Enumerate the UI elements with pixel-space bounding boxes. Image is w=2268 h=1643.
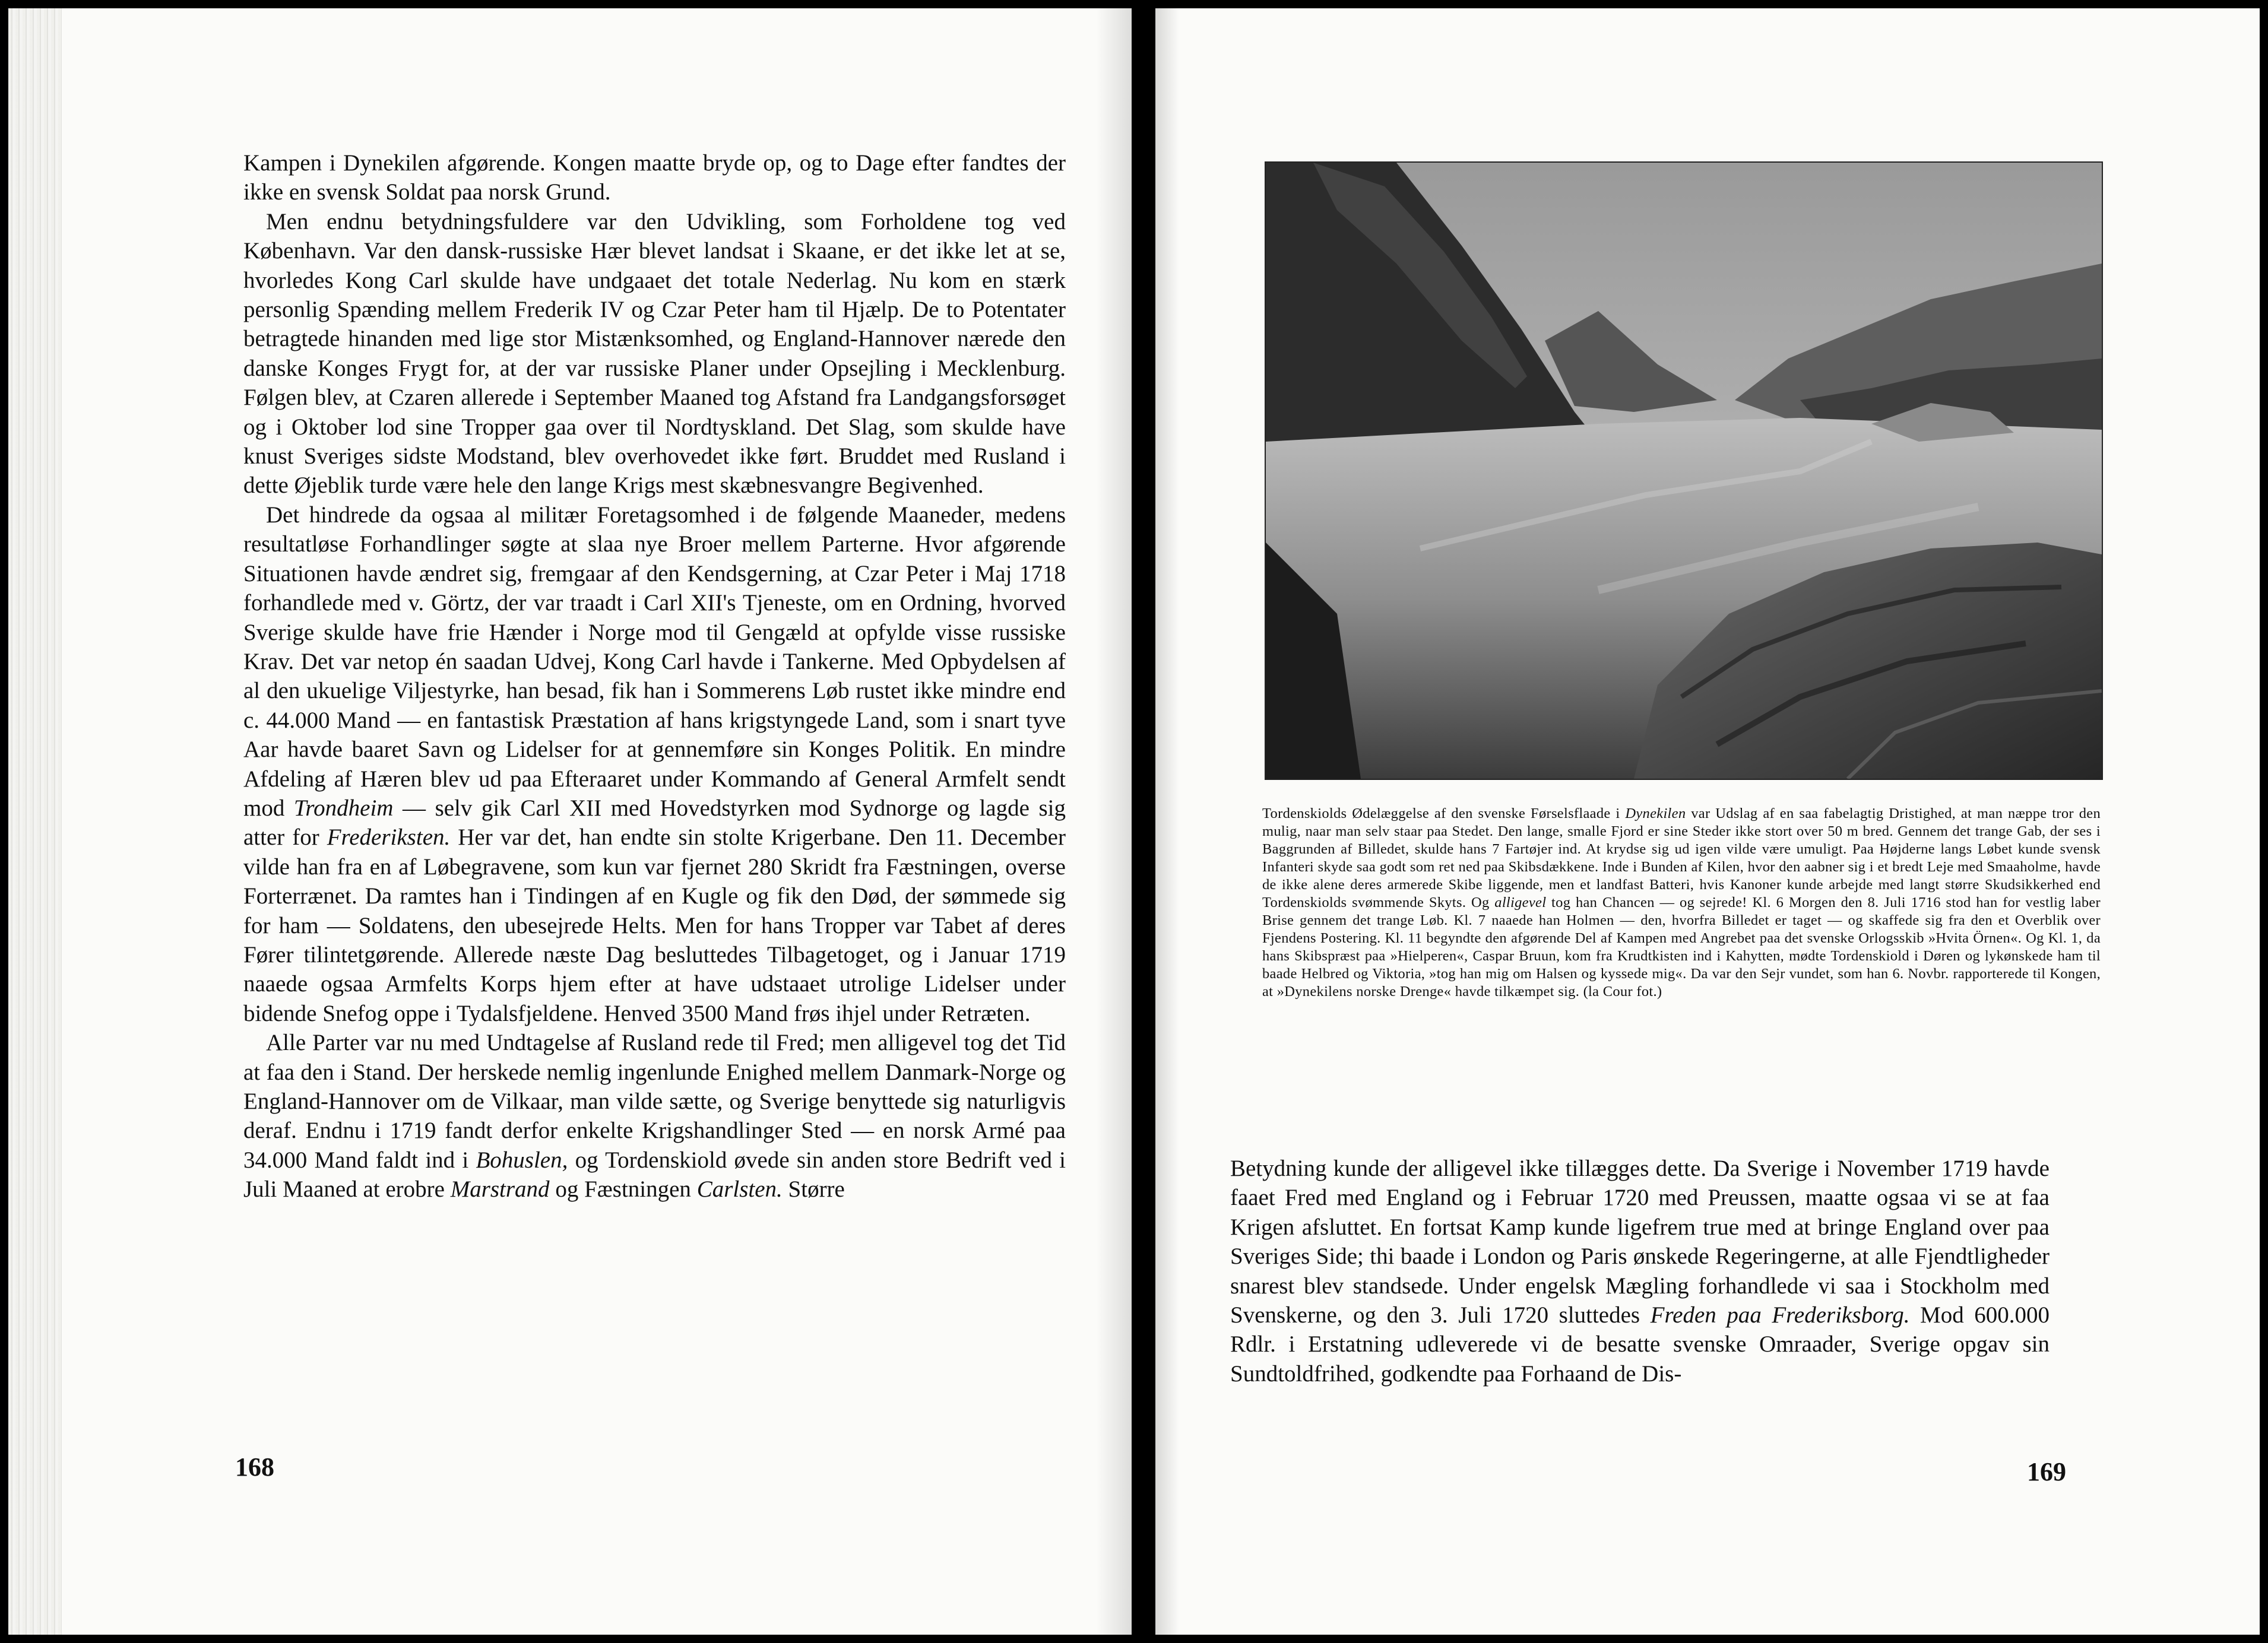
paragraph: Men endnu betydningsfuldere var den Udvikling, som Forholdene tog ved København. Var den dansk-russiske Hær blevet landsat i Skaane, er det ikke let at se, hvorledes Kong Carl skulde have undgaaet det totale Nederlag. Nu kom en stærk personlig Spænding mellem Frederik IV og Czar Peter ham til Hjælp. De to Potentater betragtede hinanden med lige stor Mistænksomhed, og England-Hannover nærede den danske Konges Frygt for, at der var russiske Planer under Opsejling i Mecklenburg. Følgen blev, at Czaren allerede i September Maaned tog Afstand fra Landgangsforsøget og i Oktober lod sine Tropper gaa over til Nordtyskland. Det Slag, som skulde have knust Sveriges sidste Modstand, blev overhovedet ikke ført. Bruddet med Rusland i dette Øjeblik turde være hele den lange Krigs mest skæbnesvangre Begivenhed.: [243, 208, 1066, 499]
fjord-photograph: [1265, 161, 2103, 780]
place-name: Trondheim: [293, 795, 394, 821]
paragraph: Kampen i Dynekilen afgørende. Kongen maatte bryde op, og to Dage efter fandtes der ikke en svensk Soldat paa norsk Grund.: [243, 150, 1066, 205]
place-name: Marstrand: [450, 1176, 550, 1203]
place-name: Frederiksten.: [327, 824, 451, 851]
gutter-shadow: [1155, 8, 1179, 1635]
right-page: [1155, 8, 2260, 1635]
place-name: Bohuslen,: [476, 1147, 568, 1173]
paragraph: Alle Parter var nu med Undtagelse af Rusland rede til Fred; men alligevel tog det Tid at faa den i Stand. Der herskede nemlig ingenlunde Enighed mellem Danmark-Norge og England-Hannover om de Vilkaar, man vilde sætte, og Sverige benyttede sig naturligvis deraf. Endnu i 1719 fandt derfor enkelte Krigshandlinger Sted — en norsk Armé paa 34.000 Mand faldt ind i Bohuslen, og Tordenskiold øvede sin anden store Bedrift ved i Juli Maaned at erobre Marstrand og Fæstningen Carlsten. Større: [243, 1030, 1066, 1203]
page-number: 169: [2027, 1457, 2066, 1486]
fjord-photo-illustration: [1266, 163, 2102, 779]
place-name: Carlsten.: [696, 1176, 783, 1203]
right-body-text: [1230, 1154, 2050, 1388]
place-name: Dynekilen: [1625, 805, 1686, 822]
emphasis: alligevel: [1494, 895, 1547, 911]
paragraph: Det hindrede da ogsaa al militær Foretagsomhed i de følgende Maaneder, medens resultatløse Forhandlinger søgte at slaa nye Broer mellem Parterne. Hvor afgørende Situationen havde ændret sig, fremgaar af den Kendsgerning, at Czar Peter i Maj 1718 forhandlede med v. Görtz, der var traadt i Carl XII's Tjeneste, om en Ordning, hvorved Sverige skulde have frie Hænder i Norge mod til Gengæld at opfylde visse russiske Krav. Det var netop én saadan Udvej, Kong Carl havde i Tankerne. Med Opbydelsen af al den ukuelige Viljestyrke, han besad, fik han i Sommerens Løb rustet ikke mindre end c. 44.000 Mand — en fantastisk Præstation af hans krigstyngede Land, som i snart tyve Aar havde baaret Savn og Lidelser for at gennemføre sin Konges Politik. En mindre Afdeling af Hæren blev ud paa Efteraaret under Kommando af General Armfelt sendt mod Trondheim — selv gik Carl XII med Hovedstyrken mod Sydnorge og lagde sig atter for Frederiksten. Her var det, han endte sin stolte Krigerbane. Den 11. December vilde han fra en af Løbegravene, som kun var fjernet 280 Skridt fra Fæstningen, overse Forterrænet. Da ramtes han i Tindingen af en Kugle og fik den Død, der sømmede sig for ham — Soldatens, den ubesejrede Helts. Men for hans Tropper var Tabet af deres Fører tilintetgørende. Allerede næste Dag besluttedes Tilbagetoget, og i Januar 1719 naaede ogsaa Armfelts Korps hjem efter at have udstaaet utrolige Lidelser under bidende Snefog oppe i Tydalsfjeldene. Henved 3500 Mand frøs ihjel under Retræten.: [243, 502, 1066, 1026]
gutter-shadow: [1096, 8, 1132, 1635]
page-number: 168: [235, 1452, 274, 1482]
left-page: [8, 8, 1132, 1635]
left-body-text: [243, 148, 1066, 1204]
treaty-name: Freden paa Frederiksborg.: [1650, 1302, 1910, 1328]
page-edges: [8, 8, 62, 1635]
figure-caption: Tordenskiolds Ødelæggelse af den svenske Førselsflaade i Dynekilen var Udslag af en saa fabelagtig Dristighed, at man næppe tror den mulig, naar man selv staar paa Stedet. Den lange, smalle Fjord er sine Steder ikke stort over 50 m bred. Gennem det trange Gab, der ses i Baggrunden af Billedet, skulde hans 7 Fartøjer ind. At krydse sig ud igen vilde være umuligt. Paa Højderne langs Løbet kunde svensk Infanteri skyde saa godt som ret ned paa Skibsdækkene. Inde i Bunden af Kilen, hvor den aabner sig i et bredt Leje med Smaaholme, havde de ikke alene deres armerede Skibe liggende, men et landfast Batteri, hvis Kanoner kunde arbejde med langt større Skudsikkerhed end Tordenskiolds svømmende Skyts. Og alligevel tog han Chancen — og sejrede! Kl. 6 Morgen den 8. Juli 1716 stod han for vestlig laber Brise gennem det trange Løb. Kl. 7 naaede han Holmen — den, hvorfra Billedet er taget — og skaffede sig fra den et Overblik over Fjendens Postering. Kl. 11 begyndte den afgørende Del af Kampen med Angrebet paa det svenske Orlogsskib »Hvita Örnen«. Og Kl. 1, da hans Skibspræst paa »Hielperen«, Caspar Bruun, kom fra Krudtkisten ind i Kahytten, mødte Tordenskiold i Døren og lykønskede ham til baade Helbred og Viktoria, »tog han mig om Halsen og kyssede mig«. Da var den Sejr vundet, som han 6. Novbr. rapporterede til Kongen, at »Dynekilens norske Drenge« havde tilkæmpet sig. (la Cour fot.): [1262, 805, 2101, 1000]
paragraph: Betydning kunde der alligevel ikke tillægges dette. Da Sverige i November 1719 havde faaet Fred med England og i Februar 1720 med Preussen, maatte ogsaa vi se at faa Krigen afsluttet. En fortsat Kamp kunde ligefrem true med at bringe England over paa Sveriges Side; thi baade i London og Paris ønskede Regeringerne, at alle Fjendtligheder snarest blev standsede. Under engelsk Mægling forhandlede vi saa i Stockholm med Svenskerne, og den 3. Juli 1720 sluttedes Freden paa Frederiksborg. Mod 600.000 Rdlr. i Erstatning udleverede vi de besatte svenske Omraader, Sverige opgav sin Sundtoldfrihed, godkendte paa Forhaand de Dis-: [1230, 1156, 2050, 1387]
